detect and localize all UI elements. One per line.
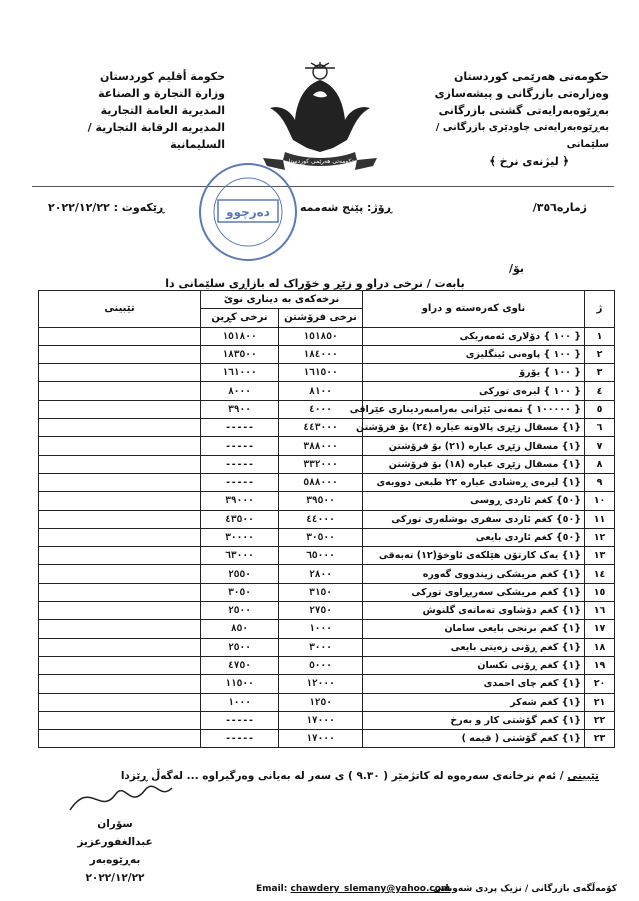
row-buy-price: ۱۱٥۰۰ [201, 675, 279, 693]
document-day: ڕۆژ: پێنج شەممە [300, 201, 393, 214]
row-item-name: { ۱۰۰ } لیرەی تورکی [363, 382, 585, 400]
row-seq: ۱۱ [585, 510, 615, 528]
row-notes [39, 583, 201, 601]
row-buy-price: ۳۹۰۰۰ [201, 492, 279, 510]
row-item-name: {۱} کغم ڕۆنی زەیتی بایعی [363, 638, 585, 656]
document-number: ژمارە۳٥٦/ [532, 201, 587, 214]
row-buy-price: ۳۹۰۰ [201, 400, 279, 418]
row-notes [39, 382, 201, 400]
row-notes [39, 565, 201, 583]
row-seq: ۱٥ [585, 583, 615, 601]
row-sell-price: ۱۸٤۰۰۰ [279, 345, 363, 363]
row-item-name: {۱} لیرەی ڕەشادی عیارە ۲۲ طبعی دووبەی [363, 473, 585, 491]
row-buy-price: ٦۳۰۰۰ [201, 547, 279, 565]
signer-title: بەڕێوەبەر [89, 854, 141, 866]
row-notes [39, 400, 201, 418]
row-item-name: {۱} کغم دۆشاوی تەماتەی گلنوش [363, 602, 585, 620]
table-row [39, 693, 615, 711]
row-seq: ۱٦ [585, 602, 615, 620]
row-item-name: {۱} کغم گۆشتی کار و بەرخ [363, 711, 585, 729]
header-price-group: نرخەکەی بە دیناری نوێ [201, 291, 363, 309]
row-sell-price: ۳۸۸۰۰۰ [279, 437, 363, 455]
row-sell-price: ۱۲۰۰۰ [279, 675, 363, 693]
table-row [39, 638, 615, 656]
row-buy-price: ۲٥۰۰ [201, 638, 279, 656]
row-buy-price: ۲٥۰۰ [201, 602, 279, 620]
row-buy-price: ----- [201, 419, 279, 437]
table-row [39, 711, 615, 729]
signature-block [60, 815, 170, 887]
row-item-name: {٥۰} کغم ئاردی بایعی [363, 528, 585, 546]
row-buy-price: ----- [201, 437, 279, 455]
header-buy-price: نرخی کڕین [201, 309, 279, 327]
stamp-text: دەرچوو [226, 205, 270, 219]
row-notes [39, 547, 201, 565]
row-item-name: {۱} مسقال زێڕی پالاوتە عیارە (۲٤) بۆ فرۆشتن [363, 419, 585, 437]
table-row [39, 473, 615, 491]
row-item-name: {۱} یەک کارتۆن هێلکەی ئاوخۆ(۱۲) تەبەقی [363, 547, 585, 565]
header-kurdish-line3: بەڕێوەبەرایەتی گشتی بازرگانی [438, 104, 609, 117]
row-sell-price: ۳۳۲۰۰۰ [279, 455, 363, 473]
table-row [39, 327, 615, 345]
row-seq: ٦ [585, 419, 615, 437]
row-buy-price: ۱٦۱۰۰۰ [201, 364, 279, 382]
footer-address: کۆمەڵگەی بازرگانی / نزیک پردی شەوبانی [433, 884, 617, 894]
header-sell-price: نرخی فرۆشتن [279, 309, 363, 327]
row-seq: ۱۲ [585, 528, 615, 546]
row-seq: ۲۳ [585, 730, 615, 748]
table-row [39, 400, 615, 418]
row-buy-price: ۸٥۰ [201, 620, 279, 638]
row-seq: ۲ [585, 345, 615, 363]
table-row [39, 455, 615, 473]
row-sell-price: ۱۰۰۰ [279, 620, 363, 638]
row-notes [39, 656, 201, 674]
table-row [39, 675, 615, 693]
row-buy-price: ۱٥۱۸۰۰ [201, 327, 279, 345]
header-seq: ژ [585, 291, 615, 328]
table-row [39, 492, 615, 510]
row-notes [39, 528, 201, 546]
row-seq: ۸ [585, 455, 615, 473]
table-row [39, 364, 615, 382]
row-sell-price: ۳۰٥۰۰ [279, 528, 363, 546]
row-item-name: {٥۰} کغم ئاردی سفری بوشلەری تورکی [363, 510, 585, 528]
note-text: / ئەم نرخانەی سەرەوە لە کاتژمێر ( ۹.۳۰ ) ی سەر لە بەیانی وەرگیراوە ... لەگەڵ ڕێزدا [120, 770, 564, 782]
row-notes [39, 675, 201, 693]
table-row [39, 565, 615, 583]
signature-date: ۲۰۲۲/۱۲/۲۲ [85, 872, 145, 884]
issued-stamp-icon [196, 160, 300, 264]
note [121, 770, 599, 782]
row-notes [39, 345, 201, 363]
table-row [39, 620, 615, 638]
row-buy-price: ۱۸۳٥۰۰ [201, 345, 279, 363]
header-item-name: ناوی کەرەستە و دراو [363, 291, 585, 328]
row-seq: ۱ [585, 327, 615, 345]
row-notes [39, 638, 201, 656]
row-item-name: {۱} کغم ڕۆنی تکسان [363, 656, 585, 674]
row-buy-price: ۲٥٥۰ [201, 565, 279, 583]
row-notes [39, 492, 201, 510]
row-item-name: {۱} مسقال زێڕی عیارە (۱۸) بۆ فرۆشتن [363, 455, 585, 473]
row-item-name: { ۱۰۰ } یۆرۆ [363, 364, 585, 382]
row-buy-price: ۳۰٥۰ [201, 583, 279, 601]
price-table [38, 290, 615, 748]
row-item-name: {۱} کغم برنجی بایعی سامان [363, 620, 585, 638]
row-sell-price: ۸۱۰۰ [279, 382, 363, 400]
header-arabic-line1: حكومة أقليم كوردستان [99, 70, 225, 83]
row-seq: ۱۹ [585, 656, 615, 674]
row-buy-price: ----- [201, 711, 279, 729]
row-buy-price: ۸۰۰۰ [201, 382, 279, 400]
header-arabic-line3: المديرية العامة التجارية [100, 104, 225, 117]
row-sell-price: ۱٥۱۸٥۰ [279, 327, 363, 345]
row-notes [39, 510, 201, 528]
row-notes [39, 455, 201, 473]
row-item-name: {٥۰} کغم ئاردی ڕوسی [363, 492, 585, 510]
table-row [39, 419, 615, 437]
row-seq: ۲۲ [585, 711, 615, 729]
row-sell-price: ۲۸۰۰ [279, 565, 363, 583]
row-notes [39, 620, 201, 638]
row-seq: ۱۸ [585, 638, 615, 656]
table-row [39, 602, 615, 620]
header-kurdish-line4: بەڕێوەبەرایەتی چاودێری بازرگانی / سلێمانی [435, 122, 609, 150]
row-sell-price: ۳۹٥۰۰ [279, 492, 363, 510]
row-buy-price: ۱۰۰۰ [201, 693, 279, 711]
header-arabic-line4: المديريه الرقابة التجارية / السليمانية [87, 121, 225, 151]
email-address[interactable]: chawdery_slemany@yahoo.com [290, 884, 451, 894]
row-notes [39, 327, 201, 345]
footer-email [256, 884, 450, 894]
row-seq: ٥ [585, 400, 615, 418]
row-buy-price: ----- [201, 455, 279, 473]
row-sell-price: ٤٤۰۰۰ [279, 510, 363, 528]
row-buy-price: ----- [201, 473, 279, 491]
header-kurdish [394, 68, 609, 170]
row-notes [39, 602, 201, 620]
row-seq: ۷ [585, 437, 615, 455]
signature-scribble-icon [60, 770, 180, 820]
row-sell-price: ٥۰۰۰ [279, 656, 363, 674]
header-kurdish-line1: حکومەتی هەرێمی کوردستان [454, 70, 609, 83]
row-notes [39, 437, 201, 455]
document-date: ڕێکەوت : ۲۰۲۲/۱۲/۲۲ [48, 201, 165, 214]
header-notes: تێبینی [39, 291, 201, 328]
row-seq: ۲۱ [585, 693, 615, 711]
row-notes [39, 730, 201, 748]
row-notes [39, 419, 201, 437]
table-row [39, 583, 615, 601]
table-row [39, 382, 615, 400]
row-sell-price: ٤٤۳۰۰۰ [279, 419, 363, 437]
row-buy-price: ٤۳٥۰۰ [201, 510, 279, 528]
row-item-name: {۱} کغم گۆشتی ( قیمە ) [363, 730, 585, 748]
row-item-name: {۱} کغم مریشکی سەربڕاوی تورکی [363, 583, 585, 601]
row-seq: ۱۷ [585, 620, 615, 638]
row-seq: ۳ [585, 364, 615, 382]
table-row [39, 528, 615, 546]
row-sell-price: ۱۷۰۰۰ [279, 711, 363, 729]
table-row [39, 345, 615, 363]
row-sell-price: ٦٥۰۰۰ [279, 547, 363, 565]
row-sell-price: ۳۰۰۰ [279, 638, 363, 656]
row-notes [39, 364, 201, 382]
row-seq: ۹ [585, 473, 615, 491]
row-item-name: { ۱۰۰۰۰۰ } تمەنی ئێرانی بەرامبەردیناری عێراقی [363, 400, 585, 418]
table-row [39, 730, 615, 748]
row-buy-price: ۳۰۰۰۰ [201, 528, 279, 546]
row-sell-price: ٤۰۰۰ [279, 400, 363, 418]
row-buy-price: ----- [201, 730, 279, 748]
row-item-name: {۱} کغم شەکر [363, 693, 585, 711]
row-item-name: { ۱۰۰ } پاوەنی ئینگلیزی [363, 345, 585, 363]
signer-name: سۆران عبدالغفورعزیز [77, 818, 153, 848]
table-row [39, 656, 615, 674]
row-sell-price: ۱۲٥۰ [279, 693, 363, 711]
row-seq: ۱۳ [585, 547, 615, 565]
row-seq: ٤ [585, 382, 615, 400]
row-sell-price: ۱٦۱٥۰۰ [279, 364, 363, 382]
row-buy-price: ٤۷٥۰ [201, 656, 279, 674]
row-seq: ۱٤ [585, 565, 615, 583]
table-row [39, 437, 615, 455]
header-kurdish-line2: وەزارەتی بازرگانی و پیشەسازی [434, 87, 609, 100]
header-arabic-line2: وزارة التجارة و الصناعة [98, 87, 225, 100]
row-item-name: {۱} کغم چای احمدی [363, 675, 585, 693]
note-label: تێبینی [567, 770, 599, 782]
email-label: Email: [256, 884, 288, 894]
row-notes [39, 711, 201, 729]
row-sell-price: ۳۱٥۰ [279, 583, 363, 601]
row-item-name: {۱} کغم مریشکی زیندووی گەورە [363, 565, 585, 583]
row-sell-price: ۲۷٥۰ [279, 602, 363, 620]
row-seq: ۱۰ [585, 492, 615, 510]
row-item-name: {۱} مسقال زێڕی عیارە (۲۱) بۆ فرۆشتن [363, 437, 585, 455]
recipient-label: بۆ/ [508, 262, 524, 275]
table-row [39, 547, 615, 565]
header-arabic [30, 68, 225, 153]
row-notes [39, 473, 201, 491]
row-sell-price: ۱۷۰۰۰ [279, 730, 363, 748]
row-seq: ۲۰ [585, 675, 615, 693]
row-sell-price: ٥۸۸۰۰۰ [279, 473, 363, 491]
row-notes [39, 693, 201, 711]
header-kurdish-line5: ﴿ لیژنەی نرخ ﴾ [489, 155, 569, 168]
row-item-name: { ۱۰۰ } دۆلاری ئەمەریکی [363, 327, 585, 345]
table-row [39, 510, 615, 528]
emblem-text: حكومەتی هەرێمی كوردستان [284, 158, 356, 165]
subject-line: بابەت / نرخی دراو و زێڕ و خۆراک لە بازاڕی سلێمانی دا [165, 277, 465, 290]
header-divider [32, 186, 614, 187]
